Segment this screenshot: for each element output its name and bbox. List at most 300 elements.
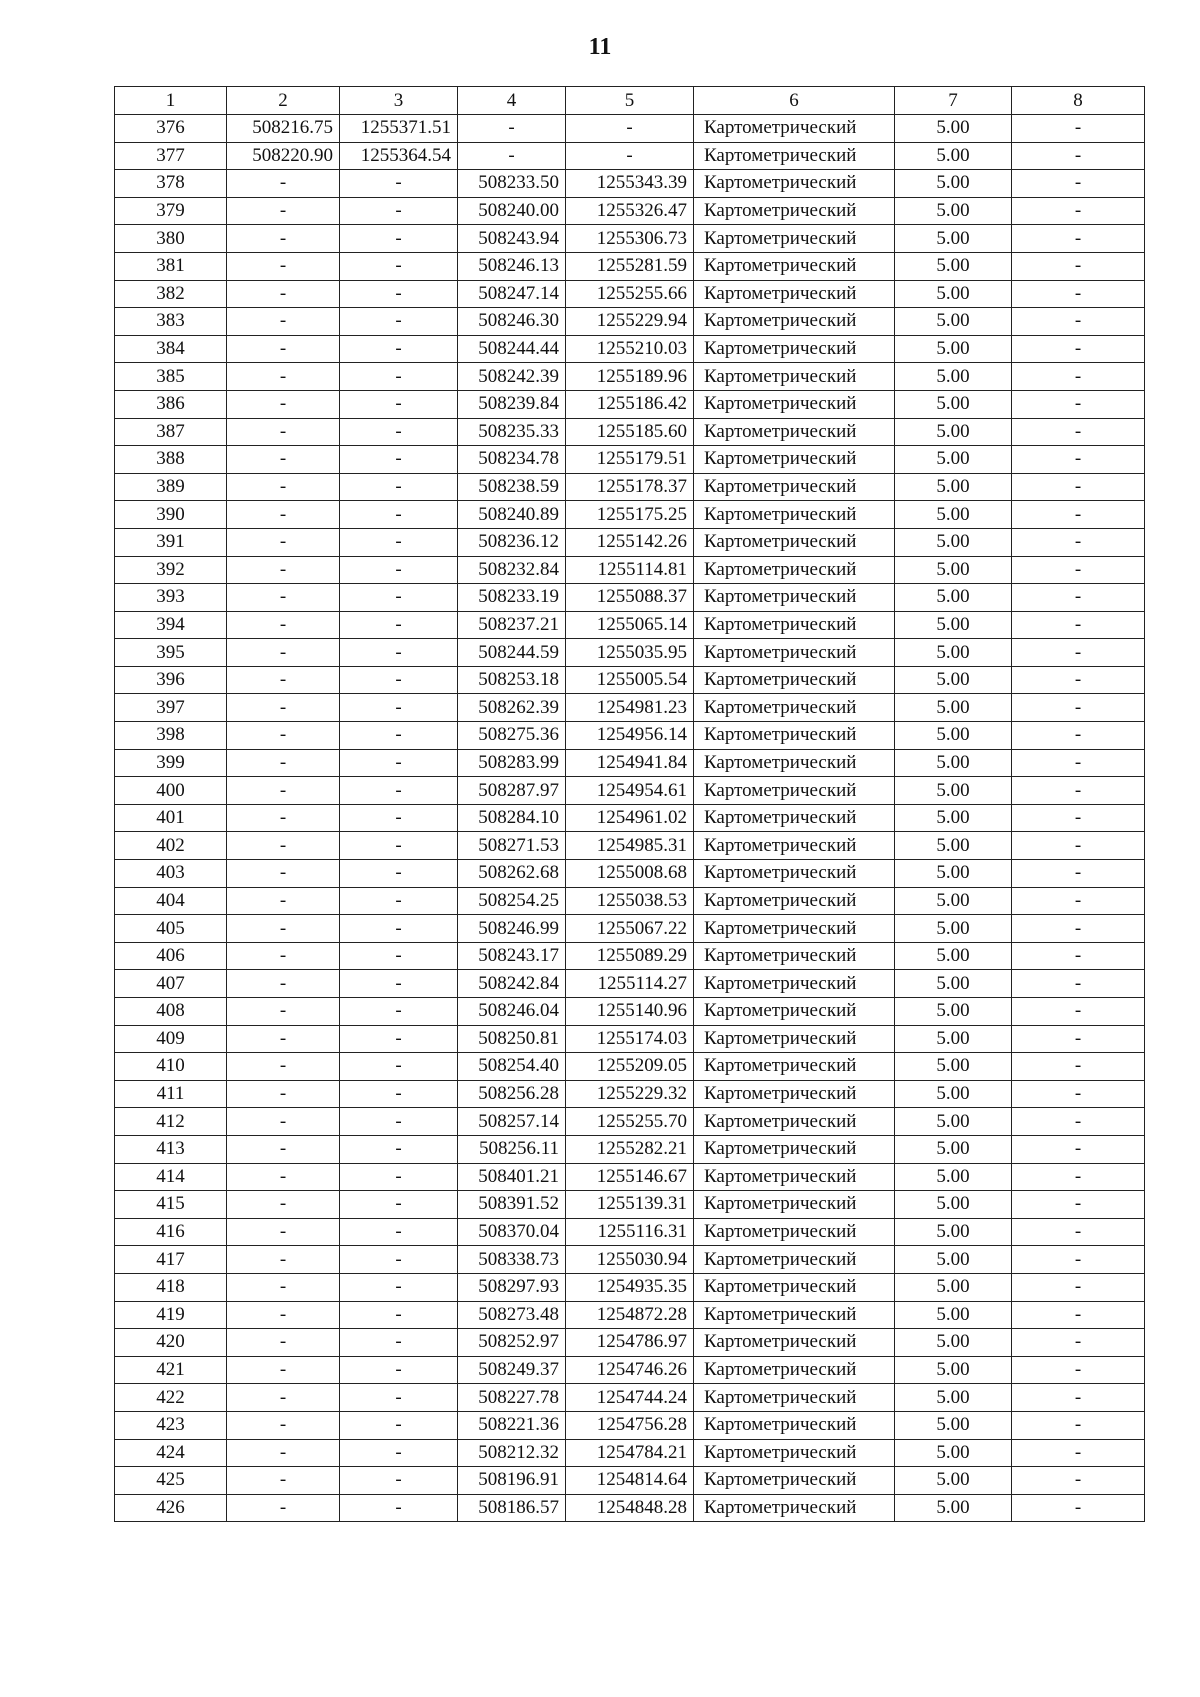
- x-new-cell: 508250.81: [458, 1025, 566, 1053]
- method-cell: Картометрический: [694, 1329, 895, 1357]
- description-cell: -: [1012, 832, 1145, 860]
- x-new-cell: 508256.28: [458, 1080, 566, 1108]
- description-cell: -: [1012, 1080, 1145, 1108]
- description-cell: -: [1012, 942, 1145, 970]
- x-new-cell: 508246.04: [458, 998, 566, 1026]
- y-new-cell: 1254744.24: [566, 1384, 694, 1412]
- x-old-cell: -: [227, 1356, 340, 1384]
- y-new-cell: 1255229.94: [566, 308, 694, 336]
- x-old-cell: -: [227, 197, 340, 225]
- x-old-cell: -: [227, 804, 340, 832]
- accuracy-cell: 5.00: [895, 115, 1012, 143]
- x-old-cell: -: [227, 1163, 340, 1191]
- accuracy-cell: 5.00: [895, 1163, 1012, 1191]
- y-new-cell: -: [566, 142, 694, 170]
- y-old-cell: -: [340, 528, 458, 556]
- point-number-cell: 425: [115, 1467, 227, 1495]
- y-new-cell: -: [566, 115, 694, 143]
- accuracy-cell: 5.00: [895, 225, 1012, 253]
- y-old-cell: -: [340, 1329, 458, 1357]
- accuracy-cell: 5.00: [895, 1025, 1012, 1053]
- point-number-cell: 410: [115, 1053, 227, 1081]
- description-cell: -: [1012, 142, 1145, 170]
- x-new-cell: 508240.89: [458, 501, 566, 529]
- point-number-cell: 404: [115, 887, 227, 915]
- x-old-cell: -: [227, 170, 340, 198]
- x-old-cell: -: [227, 998, 340, 1026]
- table-row: [115, 722, 1145, 750]
- method-cell: Картометрический: [694, 1411, 895, 1439]
- description-cell: -: [1012, 1108, 1145, 1136]
- column-header-4: 4: [458, 87, 566, 115]
- x-new-cell: 508246.13: [458, 252, 566, 280]
- x-new-cell: 508196.91: [458, 1467, 566, 1495]
- point-number-cell: 382: [115, 280, 227, 308]
- accuracy-cell: 5.00: [895, 1053, 1012, 1081]
- y-new-cell: 1254784.21: [566, 1439, 694, 1467]
- description-cell: -: [1012, 1439, 1145, 1467]
- description-cell: -: [1012, 308, 1145, 336]
- point-number-cell: 378: [115, 170, 227, 198]
- y-old-cell: -: [340, 1135, 458, 1163]
- point-number-cell: 403: [115, 860, 227, 888]
- method-cell: Картометрический: [694, 1467, 895, 1495]
- y-old-cell: -: [340, 887, 458, 915]
- x-old-cell: -: [227, 1273, 340, 1301]
- x-new-cell: 508254.25: [458, 887, 566, 915]
- x-old-cell: -: [227, 1439, 340, 1467]
- description-cell: -: [1012, 722, 1145, 750]
- x-old-cell: -: [227, 556, 340, 584]
- point-number-cell: 394: [115, 611, 227, 639]
- table-row: [115, 1218, 1145, 1246]
- y-old-cell: -: [340, 1163, 458, 1191]
- table-row: [115, 1301, 1145, 1329]
- x-old-cell: -: [227, 418, 340, 446]
- accuracy-cell: 5.00: [895, 887, 1012, 915]
- table-row: [115, 694, 1145, 722]
- y-new-cell: 1254848.28: [566, 1494, 694, 1522]
- x-new-cell: 508284.10: [458, 804, 566, 832]
- point-number-cell: 413: [115, 1135, 227, 1163]
- x-old-cell: -: [227, 611, 340, 639]
- table-row: [115, 804, 1145, 832]
- x-new-cell: 508221.36: [458, 1411, 566, 1439]
- accuracy-cell: 5.00: [895, 1218, 1012, 1246]
- y-old-cell: -: [340, 804, 458, 832]
- description-cell: -: [1012, 1329, 1145, 1357]
- x-new-cell: 508227.78: [458, 1384, 566, 1412]
- accuracy-cell: 5.00: [895, 666, 1012, 694]
- y-new-cell: 1255116.31: [566, 1218, 694, 1246]
- x-old-cell: -: [227, 970, 340, 998]
- x-new-cell: 508297.93: [458, 1273, 566, 1301]
- point-number-cell: 412: [115, 1108, 227, 1136]
- y-old-cell: -: [340, 942, 458, 970]
- table-row: [115, 887, 1145, 915]
- y-new-cell: 1255065.14: [566, 611, 694, 639]
- accuracy-cell: 5.00: [895, 832, 1012, 860]
- description-cell: -: [1012, 749, 1145, 777]
- point-number-cell: 391: [115, 528, 227, 556]
- table-row: [115, 666, 1145, 694]
- description-cell: -: [1012, 1411, 1145, 1439]
- accuracy-cell: 5.00: [895, 197, 1012, 225]
- point-number-cell: 424: [115, 1439, 227, 1467]
- point-number-cell: 381: [115, 252, 227, 280]
- point-number-cell: 387: [115, 418, 227, 446]
- x-old-cell: -: [227, 1494, 340, 1522]
- method-cell: Картометрический: [694, 473, 895, 501]
- table-row: [115, 1439, 1145, 1467]
- x-new-cell: 508338.73: [458, 1246, 566, 1274]
- y-new-cell: 1255146.67: [566, 1163, 694, 1191]
- y-old-cell: -: [340, 1080, 458, 1108]
- method-cell: Картометрический: [694, 887, 895, 915]
- y-old-cell: -: [340, 970, 458, 998]
- point-number-cell: 414: [115, 1163, 227, 1191]
- description-cell: -: [1012, 1163, 1145, 1191]
- description-cell: -: [1012, 197, 1145, 225]
- y-old-cell: -: [340, 666, 458, 694]
- point-number-cell: 423: [115, 1411, 227, 1439]
- description-cell: -: [1012, 115, 1145, 143]
- y-new-cell: 1255175.25: [566, 501, 694, 529]
- table-row: [115, 1135, 1145, 1163]
- x-old-cell: -: [227, 1191, 340, 1219]
- point-number-cell: 406: [115, 942, 227, 970]
- x-new-cell: 508253.18: [458, 666, 566, 694]
- table-row: [115, 639, 1145, 667]
- accuracy-cell: 5.00: [895, 970, 1012, 998]
- accuracy-cell: 5.00: [895, 639, 1012, 667]
- table-row: [115, 749, 1145, 777]
- point-number-cell: 384: [115, 335, 227, 363]
- x-old-cell: -: [227, 501, 340, 529]
- table-row: [115, 1494, 1145, 1522]
- method-cell: Картометрический: [694, 225, 895, 253]
- method-cell: Картометрический: [694, 832, 895, 860]
- method-cell: Картометрический: [694, 1108, 895, 1136]
- y-old-cell: -: [340, 1467, 458, 1495]
- point-number-cell: 395: [115, 639, 227, 667]
- x-old-cell: -: [227, 942, 340, 970]
- description-cell: -: [1012, 611, 1145, 639]
- table-row: [115, 418, 1145, 446]
- x-old-cell: -: [227, 639, 340, 667]
- table-row: [115, 1246, 1145, 1274]
- description-cell: -: [1012, 1356, 1145, 1384]
- accuracy-cell: 5.00: [895, 528, 1012, 556]
- coordinates-table: [114, 86, 1145, 1522]
- x-old-cell: -: [227, 473, 340, 501]
- y-new-cell: 1254941.84: [566, 749, 694, 777]
- y-old-cell: -: [340, 639, 458, 667]
- y-old-cell: -: [340, 501, 458, 529]
- y-new-cell: 1255189.96: [566, 363, 694, 391]
- description-cell: -: [1012, 1384, 1145, 1412]
- x-old-cell: -: [227, 280, 340, 308]
- point-number-cell: 422: [115, 1384, 227, 1412]
- y-new-cell: 1255255.66: [566, 280, 694, 308]
- y-old-cell: -: [340, 1273, 458, 1301]
- y-old-cell: -: [340, 1384, 458, 1412]
- table-row: [115, 1467, 1145, 1495]
- method-cell: Картометрический: [694, 501, 895, 529]
- accuracy-cell: 5.00: [895, 1411, 1012, 1439]
- x-old-cell: -: [227, 887, 340, 915]
- y-old-cell: -: [340, 694, 458, 722]
- method-cell: Картометрический: [694, 1080, 895, 1108]
- description-cell: -: [1012, 915, 1145, 943]
- table-row: [115, 252, 1145, 280]
- column-header-3: 3: [340, 87, 458, 115]
- method-cell: Картометрический: [694, 1439, 895, 1467]
- description-cell: -: [1012, 335, 1145, 363]
- method-cell: Картометрический: [694, 556, 895, 584]
- description-cell: -: [1012, 446, 1145, 474]
- table-row: [115, 860, 1145, 888]
- x-new-cell: 508235.33: [458, 418, 566, 446]
- point-number-cell: 418: [115, 1273, 227, 1301]
- method-cell: Картометрический: [694, 335, 895, 363]
- accuracy-cell: 5.00: [895, 390, 1012, 418]
- x-new-cell: 508257.14: [458, 1108, 566, 1136]
- method-cell: Картометрический: [694, 639, 895, 667]
- accuracy-cell: 5.00: [895, 1329, 1012, 1357]
- point-number-cell: 386: [115, 390, 227, 418]
- accuracy-cell: 5.00: [895, 804, 1012, 832]
- point-number-cell: 380: [115, 225, 227, 253]
- description-cell: -: [1012, 252, 1145, 280]
- x-new-cell: 508252.97: [458, 1329, 566, 1357]
- table-row: [115, 1191, 1145, 1219]
- description-cell: -: [1012, 1301, 1145, 1329]
- method-cell: Картометрический: [694, 777, 895, 805]
- x-old-cell: -: [227, 1080, 340, 1108]
- point-number-cell: 389: [115, 473, 227, 501]
- method-cell: Картометрический: [694, 970, 895, 998]
- y-new-cell: 1255209.05: [566, 1053, 694, 1081]
- x-new-cell: 508246.99: [458, 915, 566, 943]
- x-new-cell: 508244.44: [458, 335, 566, 363]
- point-number-cell: 385: [115, 363, 227, 391]
- point-number-cell: 401: [115, 804, 227, 832]
- x-old-cell: -: [227, 1411, 340, 1439]
- y-new-cell: 1255038.53: [566, 887, 694, 915]
- description-cell: -: [1012, 639, 1145, 667]
- y-new-cell: 1255281.59: [566, 252, 694, 280]
- point-number-cell: 397: [115, 694, 227, 722]
- method-cell: Картометрический: [694, 1163, 895, 1191]
- y-new-cell: 1255030.94: [566, 1246, 694, 1274]
- point-number-cell: 376: [115, 115, 227, 143]
- x-new-cell: 508256.11: [458, 1135, 566, 1163]
- point-number-cell: 388: [115, 446, 227, 474]
- x-new-cell: 508234.78: [458, 446, 566, 474]
- y-new-cell: 1255343.39: [566, 170, 694, 198]
- x-old-cell: -: [227, 722, 340, 750]
- point-number-cell: 383: [115, 308, 227, 336]
- description-cell: -: [1012, 1273, 1145, 1301]
- y-new-cell: 1255185.60: [566, 418, 694, 446]
- description-cell: -: [1012, 694, 1145, 722]
- accuracy-cell: 5.00: [895, 280, 1012, 308]
- y-old-cell: -: [340, 390, 458, 418]
- method-cell: Картометрический: [694, 280, 895, 308]
- x-old-cell: 508216.75: [227, 115, 340, 143]
- point-number-cell: 420: [115, 1329, 227, 1357]
- table-row: [115, 280, 1145, 308]
- table-row: [115, 335, 1145, 363]
- y-old-cell: -: [340, 556, 458, 584]
- table-row: [115, 308, 1145, 336]
- y-new-cell: 1255210.03: [566, 335, 694, 363]
- description-cell: -: [1012, 777, 1145, 805]
- x-old-cell: -: [227, 694, 340, 722]
- table-row: [115, 1080, 1145, 1108]
- point-number-cell: 393: [115, 584, 227, 612]
- y-new-cell: 1255008.68: [566, 860, 694, 888]
- description-cell: -: [1012, 970, 1145, 998]
- accuracy-cell: 5.00: [895, 1273, 1012, 1301]
- table-row: [115, 115, 1145, 143]
- accuracy-cell: 5.00: [895, 363, 1012, 391]
- x-new-cell: 508254.40: [458, 1053, 566, 1081]
- table-row: [115, 197, 1145, 225]
- y-new-cell: 1255114.27: [566, 970, 694, 998]
- accuracy-cell: 5.00: [895, 915, 1012, 943]
- x-new-cell: 508243.17: [458, 942, 566, 970]
- x-old-cell: -: [227, 1135, 340, 1163]
- x-old-cell: -: [227, 1053, 340, 1081]
- y-old-cell: 1255371.51: [340, 115, 458, 143]
- point-number-cell: 426: [115, 1494, 227, 1522]
- x-new-cell: -: [458, 142, 566, 170]
- table-row: [115, 170, 1145, 198]
- accuracy-cell: 5.00: [895, 473, 1012, 501]
- y-new-cell: 1255088.37: [566, 584, 694, 612]
- y-new-cell: 1254872.28: [566, 1301, 694, 1329]
- x-new-cell: 508240.00: [458, 197, 566, 225]
- x-old-cell: -: [227, 528, 340, 556]
- table-row: [115, 363, 1145, 391]
- accuracy-cell: 5.00: [895, 142, 1012, 170]
- y-old-cell: -: [340, 170, 458, 198]
- y-new-cell: 1255174.03: [566, 1025, 694, 1053]
- method-cell: Картометрический: [694, 860, 895, 888]
- x-old-cell: -: [227, 363, 340, 391]
- accuracy-cell: 5.00: [895, 722, 1012, 750]
- y-old-cell: -: [340, 611, 458, 639]
- y-old-cell: -: [340, 363, 458, 391]
- y-new-cell: 1254814.64: [566, 1467, 694, 1495]
- y-new-cell: 1255139.31: [566, 1191, 694, 1219]
- y-old-cell: -: [340, 1411, 458, 1439]
- y-old-cell: -: [340, 1301, 458, 1329]
- y-old-cell: 1255364.54: [340, 142, 458, 170]
- accuracy-cell: 5.00: [895, 335, 1012, 363]
- description-cell: -: [1012, 1025, 1145, 1053]
- method-cell: Картометрический: [694, 915, 895, 943]
- x-new-cell: 508262.68: [458, 860, 566, 888]
- x-old-cell: -: [227, 390, 340, 418]
- y-old-cell: -: [340, 584, 458, 612]
- method-cell: Картометрический: [694, 1218, 895, 1246]
- x-new-cell: 508212.32: [458, 1439, 566, 1467]
- description-cell: -: [1012, 280, 1145, 308]
- y-new-cell: 1254786.97: [566, 1329, 694, 1357]
- y-new-cell: 1255005.54: [566, 666, 694, 694]
- accuracy-cell: 5.00: [895, 170, 1012, 198]
- description-cell: -: [1012, 1218, 1145, 1246]
- method-cell: Картометрический: [694, 1384, 895, 1412]
- table-row: [115, 1356, 1145, 1384]
- y-new-cell: 1255140.96: [566, 998, 694, 1026]
- y-old-cell: -: [340, 1246, 458, 1274]
- y-old-cell: -: [340, 998, 458, 1026]
- accuracy-cell: 5.00: [895, 584, 1012, 612]
- accuracy-cell: 5.00: [895, 556, 1012, 584]
- point-number-cell: 399: [115, 749, 227, 777]
- point-number-cell: 407: [115, 970, 227, 998]
- method-cell: Картометрический: [694, 390, 895, 418]
- y-old-cell: -: [340, 252, 458, 280]
- method-cell: Картометрический: [694, 694, 895, 722]
- accuracy-cell: 5.00: [895, 749, 1012, 777]
- y-old-cell: -: [340, 722, 458, 750]
- method-cell: Картометрический: [694, 749, 895, 777]
- table-row: [115, 970, 1145, 998]
- x-old-cell: -: [227, 666, 340, 694]
- method-cell: Картометрический: [694, 804, 895, 832]
- description-cell: -: [1012, 1135, 1145, 1163]
- description-cell: -: [1012, 860, 1145, 888]
- point-number-cell: 417: [115, 1246, 227, 1274]
- accuracy-cell: 5.00: [895, 252, 1012, 280]
- y-new-cell: 1255282.21: [566, 1135, 694, 1163]
- x-new-cell: 508232.84: [458, 556, 566, 584]
- accuracy-cell: 5.00: [895, 1135, 1012, 1163]
- method-cell: Картометрический: [694, 611, 895, 639]
- x-new-cell: 508275.36: [458, 722, 566, 750]
- method-cell: Картометрический: [694, 446, 895, 474]
- y-old-cell: -: [340, 832, 458, 860]
- y-old-cell: -: [340, 1439, 458, 1467]
- y-old-cell: -: [340, 308, 458, 336]
- y-old-cell: -: [340, 446, 458, 474]
- y-new-cell: 1255255.70: [566, 1108, 694, 1136]
- y-new-cell: 1255179.51: [566, 446, 694, 474]
- table-row: [115, 528, 1145, 556]
- point-number-cell: 419: [115, 1301, 227, 1329]
- description-cell: -: [1012, 1467, 1145, 1495]
- x-new-cell: 508287.97: [458, 777, 566, 805]
- method-cell: Картометрический: [694, 252, 895, 280]
- accuracy-cell: 5.00: [895, 308, 1012, 336]
- x-new-cell: 508238.59: [458, 473, 566, 501]
- point-number-cell: 409: [115, 1025, 227, 1053]
- x-new-cell: 508370.04: [458, 1218, 566, 1246]
- x-old-cell: 508220.90: [227, 142, 340, 170]
- description-cell: -: [1012, 390, 1145, 418]
- x-old-cell: -: [227, 584, 340, 612]
- point-number-cell: 377: [115, 142, 227, 170]
- table-body: [115, 87, 1145, 1522]
- point-number-cell: 421: [115, 1356, 227, 1384]
- point-number-cell: 398: [115, 722, 227, 750]
- table-row: [115, 1025, 1145, 1053]
